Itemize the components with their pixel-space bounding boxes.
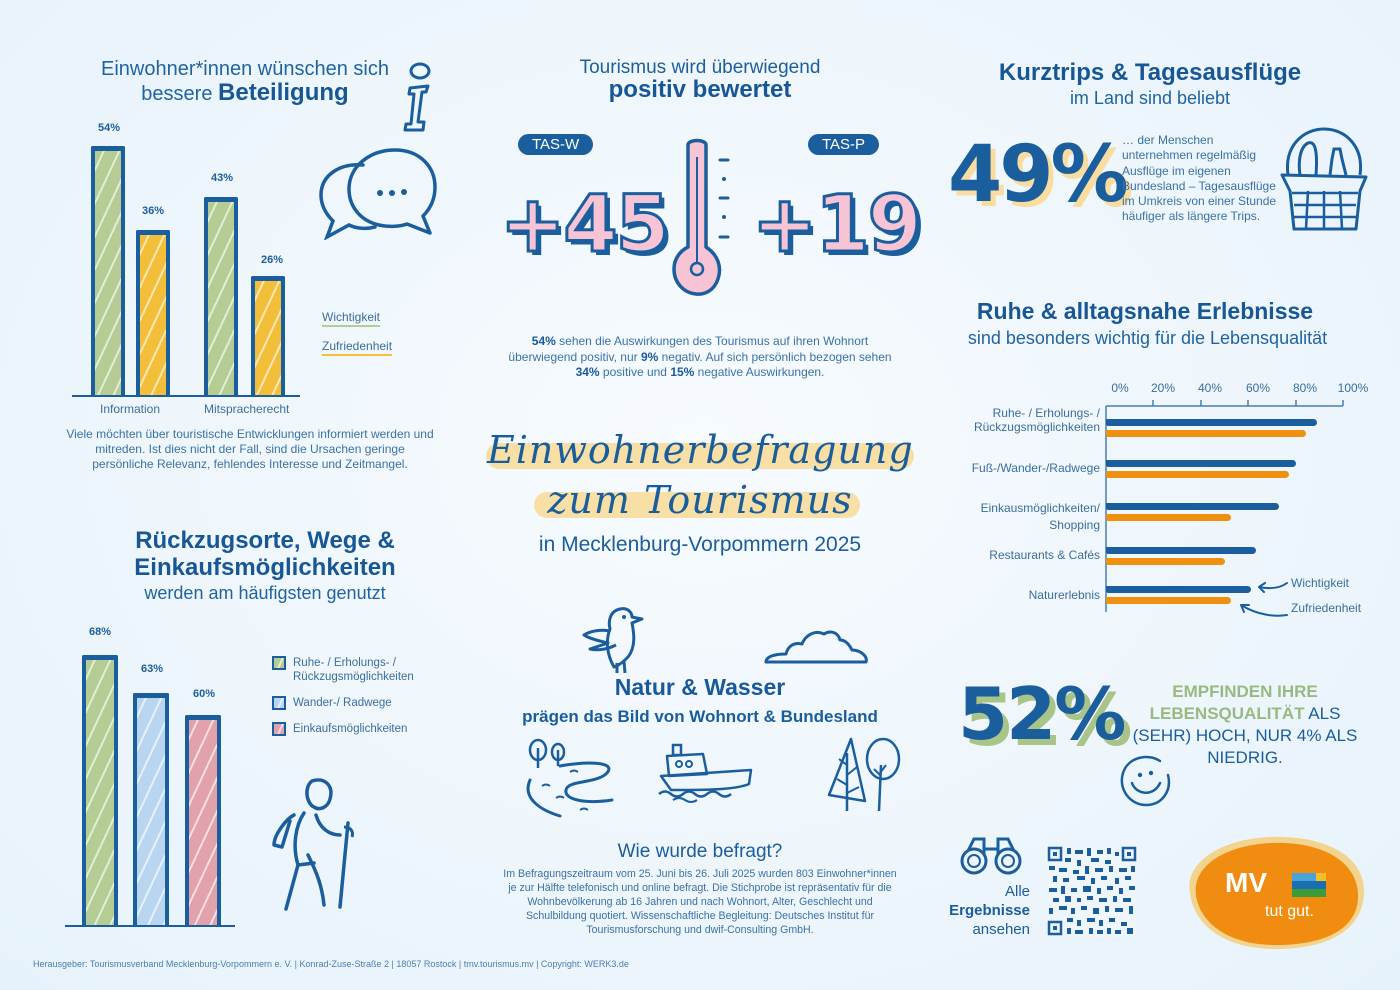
bar-einkauf <box>185 715 221 925</box>
rueckzug-subtitle: werden am häufigsten genutzt <box>144 583 386 603</box>
beteiligung-title-line1: Einwohner*innen wünschen sich <box>101 58 389 80</box>
stat-34: 34% <box>575 365 600 379</box>
stat-54: 54% <box>531 334 556 348</box>
ruhe-subtitle: sind besonders wichtig für die Lebensqualität <box>967 328 1328 348</box>
results-link-line3: ansehen <box>972 921 1030 938</box>
rueckzug-title-line1: Rückzugsorte, Wege & <box>135 527 395 554</box>
tas-p-badge: TAS-P <box>808 134 879 155</box>
hbar-natur-wichtigkeit <box>1106 586 1251 593</box>
hbar-ruhe-wichtigkeit <box>1106 419 1317 426</box>
bar-mitsprache-zufriedenheit <box>251 276 285 395</box>
mv-logo <box>1180 833 1368 951</box>
hiker-icon <box>268 775 363 915</box>
natur-subtitle: prägen das Bild von Wohnort & Bundesland <box>522 707 878 726</box>
hbar-restaurants-zufriedenheit <box>1106 558 1225 565</box>
lebensqualitaet-value: 52% <box>958 672 1125 756</box>
bar-information-zufriedenheit <box>136 230 170 395</box>
beteiligung-title <box>80 57 410 106</box>
stat-9: 9% <box>640 349 659 364</box>
ruhe-category: Einkausmöglichkeiten/ Shopping <box>980 501 1100 532</box>
info-icon <box>398 60 438 135</box>
bar-label: 68% <box>88 626 112 638</box>
logo-blob <box>1180 833 1368 951</box>
logo-flag-icon <box>1292 873 1326 897</box>
bar-label: 43% <box>210 172 234 184</box>
befragt-title: Wie wurde befragt? <box>617 841 783 862</box>
results-link-line1: Alle <box>1004 883 1030 900</box>
main-subtitle: in Mecklenburg-Vorpommern 2025 <box>538 533 862 556</box>
beteiligung-description: Viele möchten über touristische Entwicklungen informiert werden und mitreden. Ist dies nicht der Fall, sind die Ursachen geringe persönliche Relevanz, fehlendes Interesse und Zeitmangel. <box>66 427 434 471</box>
rueckzug-title <box>85 527 445 581</box>
tick-label: 100% <box>1337 381 1369 395</box>
legend-label: Wander-/ Radwege <box>293 697 392 709</box>
hbar-einkauf-wichtigkeit <box>1106 503 1279 510</box>
lebensqualitaet-highlight: EMPFINDEN IHRE LEBENSQUALITÄT <box>1149 682 1318 723</box>
beteiligung-chart <box>70 120 310 395</box>
bar-information-wichtigkeit <box>91 146 125 395</box>
bar-label: 36% <box>141 205 165 217</box>
bar-mitsprache-wichtigkeit <box>204 197 238 395</box>
kurztrips-subtitle: im Land sind beliebt <box>1069 88 1231 108</box>
hbar-einkauf-zufriedenheit <box>1106 514 1231 521</box>
river-icon <box>520 738 620 818</box>
hbar-restaurants-wichtigkeit <box>1106 547 1256 554</box>
legend-swatch-red <box>272 722 286 736</box>
speech-bubbles-icon <box>315 145 440 240</box>
bar-label: 63% <box>140 663 164 675</box>
tick-label: 0% <box>1111 381 1129 395</box>
tick-label: 80% <box>1292 381 1318 395</box>
hbar-wege-wichtigkeit <box>1106 460 1296 467</box>
stat-15: 15% <box>670 365 695 379</box>
ruhe-category: Naturerlebnis <box>1028 588 1100 602</box>
logo-brand: MV <box>1225 867 1267 898</box>
x-axis <box>65 925 235 927</box>
legend-label: Einkaufsmöglichkeiten <box>293 723 408 735</box>
text-segment: negativ. Auf sich persönlich bezogen sehen <box>658 349 892 364</box>
main-title-line2: zum Tourismus <box>547 478 853 522</box>
cloud-icon <box>762 628 870 668</box>
tas-p-value: +19 <box>752 180 920 270</box>
rueckzug-title-line2: Einkaufsmöglichkeiten <box>134 554 396 581</box>
natur-title: Natur & Wasser <box>614 674 786 700</box>
category-label: Information <box>100 402 161 416</box>
text-segment: negative Auswirkungen. <box>694 365 825 379</box>
legend-swatch-blue <box>272 696 286 710</box>
beteiligung-title-prefix: bessere <box>141 83 219 105</box>
ruhe-legend-wichtigkeit: Wichtigkeit <box>1291 576 1350 590</box>
tourismus-description <box>505 334 895 381</box>
bar-wanderwege <box>133 693 169 925</box>
beteiligung-title-bold: Beteiligung <box>218 79 349 106</box>
bar-ruhe <box>82 655 118 925</box>
ruhe-title: Ruhe & alltagsnahe Erlebnisse <box>976 298 1314 324</box>
lebensqualitaet-rest: ALS (SEHR) HOCH, NUR 4% ALS NIEDRIG. <box>1132 704 1358 767</box>
x-axis <box>72 395 300 397</box>
footer-publisher: Herausgeber: Tourismusverband Mecklenburg-Vorpommern e. V. | Konrad-Zuse-Straße 2 | 18057 Rostock | tmv.tourismus.mv | Copyright: WERK3.de <box>33 959 629 969</box>
tourismus-title <box>540 57 860 103</box>
legend-wichtigkeit: Wichtigkeit <box>322 310 380 327</box>
kurztrips-title: Kurztrips & Tagesausflüge <box>998 59 1302 86</box>
legend-swatch-green <box>272 656 286 670</box>
tick-label: 40% <box>1197 381 1223 395</box>
seagull-icon <box>580 603 652 673</box>
ruhe-category: Restaurants & Cafés <box>989 548 1100 562</box>
kurztrips-value: 49% <box>948 130 1126 220</box>
ruhe-legend-zufriedenheit: Zufriedenheit <box>1291 601 1362 615</box>
bar-label: 60% <box>192 688 216 700</box>
tas-w-value: +45 <box>500 180 668 270</box>
ruhe-category: Fuß-/Wander-/Radwege <box>971 461 1100 475</box>
thermometer-icon <box>670 137 740 302</box>
smiley-icon <box>1118 753 1176 809</box>
main-title-line1: Einwohnerbefragung <box>487 428 914 472</box>
bar-label: 26% <box>260 254 284 266</box>
legend-label: Ruhe- / Erholungs- / Rückzugsmöglichkeiten <box>293 657 414 683</box>
kurztrips-description: … der Menschen unternehmen regelmäßig Ausflüge im eigenen Bundesland – Tagesausflüge im Umkreis von einer Stunde häufiger als längere Trips. <box>1122 133 1277 224</box>
tick-label: 20% <box>1150 381 1176 395</box>
hbar-wege-zufriedenheit <box>1106 471 1289 478</box>
text-segment: sehen die Auswirkungen des Tourismus auf ihren Wohnort überwiegend positiv, nur <box>508 334 869 364</box>
hbar-natur-zufriedenheit <box>1106 597 1231 604</box>
hbar-ruhe-zufriedenheit <box>1106 430 1306 437</box>
binoculars-icon <box>958 835 1026 877</box>
results-link-line2: Ergebnisse <box>949 902 1030 919</box>
tick-label: 60% <box>1245 381 1271 395</box>
category-label: Mitspracherecht <box>204 402 290 416</box>
logo-slogan: tut gut. <box>1265 903 1314 920</box>
qr-code[interactable] <box>1047 846 1137 936</box>
legend-zufriedenheit: Zufriedenheit <box>322 339 392 356</box>
tas-w-badge: TAS-W <box>518 134 593 155</box>
tourismus-title-bold: positiv bewertet <box>608 76 792 103</box>
text-segment: positive und <box>599 365 671 379</box>
trees-icon <box>825 735 907 813</box>
befragt-description: Im Befragungszeitraum vom 25. Juni bis 26. Juli 2025 wurden 803 Einwohner*innen je zur Hälfte telefonisch und online befragt. Die Stichprobe ist repräsentativ für die Wohnbevölkerung ab 16 Jahren und nach Wohnort, Alter, Geschlecht und Schulbildung quotiert. Wissenschaftliche Begleitung: Deutsches Institut für Tourismusforschung und dwif-Consulting GmbH. <box>503 868 897 936</box>
results-link[interactable] <box>945 882 1030 939</box>
boat-icon <box>655 742 755 806</box>
tourismus-title-line1: Tourismus wird überwiegend <box>579 57 821 78</box>
bar-label: 54% <box>97 122 121 134</box>
rueckzug-chart <box>65 626 240 925</box>
ruhe-category: Ruhe- / Erholungs- / Rückzugsmöglichkeiten <box>973 406 1100 434</box>
picnic-basket-icon <box>1278 125 1368 235</box>
legend-arrows-icon <box>1235 575 1295 625</box>
